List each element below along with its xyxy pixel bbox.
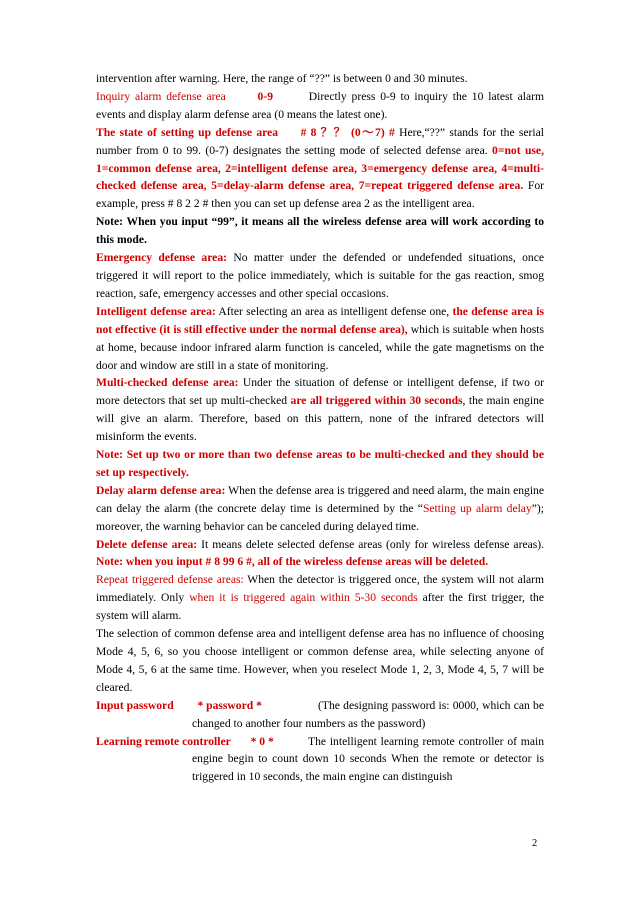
input-password-label: Input password [96, 698, 174, 712]
repeat-triggered-text-2: after the first trigger, the system will alarm. [96, 591, 544, 623]
delay-alarm-text-1: When the defense area is triggered and need alarm, the main engine can delay the alarm (the concrete delay time is determined by the “ [96, 483, 544, 515]
intelligent-highlight: the defense area is not effective (it is still effective under the normal defense area), [96, 304, 544, 336]
intelligent-label: Intelligent defense area: [96, 304, 216, 318]
delete-defense-label: Delete defense area: [96, 537, 198, 551]
setting-state-text-1: Here,“??” stands for the serial number from 0 to 99. (0-7) designates the setting mode of selected defense area. [96, 125, 544, 157]
inquiry-text: Directly press 0-9 to inquiry the 10 latest alarm events and display alarm defense area (0 means the latest one). [96, 89, 544, 121]
delay-alarm-label: Delay alarm defense area: [96, 483, 226, 497]
paragraph-input-password [96, 697, 544, 733]
multi-checked-highlight: are all triggered within 30 seconds [290, 394, 463, 408]
paragraph-intervention: intervention after warning. Here, the range of “??” is between 0 and 30 minutes. [96, 72, 468, 85]
paragraph-intelligent [96, 303, 544, 375]
input-password-code: * password * [197, 698, 262, 712]
learning-remote-code: * 0 * [250, 734, 274, 748]
note-multi-checked: Note: Set up two or more than two defense areas to be multi-checked and they should be set up respectively. [96, 448, 544, 479]
intelligent-text-1: After selecting an area as intelligent defense one, [215, 304, 453, 318]
paragraph-multi-checked [96, 374, 544, 446]
repeat-triggered-highlight: when it is triggered again within 5-30 seconds [189, 591, 418, 605]
setting-state-label: The state of setting up defense area [96, 125, 278, 139]
document-page [96, 70, 544, 786]
multi-checked-label: Multi-checked defense area: [96, 376, 239, 390]
paragraph-repeat-triggered [96, 571, 544, 625]
note-wireless-99: Note: When you input “99”, it means all the wireless defense area will work according to this mode. [96, 215, 544, 247]
paragraph-delay-alarm [96, 482, 544, 536]
inquiry-label: Inquiry alarm defense area [96, 89, 226, 103]
learning-remote-desc: The intelligent learning remote controller of main engine begin to count down 10 seconds When the remote or detector is triggered in 10 seconds, the main engine can distinguish [192, 734, 544, 784]
repeat-triggered-label: Repeat triggered defense areas: [96, 573, 244, 587]
input-password-desc: (The designing password is: 0000, which can be changed to another four numbers as the password) [192, 698, 544, 730]
delay-alarm-highlight: Setting up alarm delay [422, 501, 532, 515]
setting-state-code: # 8 ？？ (0～7) # [300, 125, 395, 139]
delete-defense-note: Note: when you input # 8 99 6 #, all of the wireless defense areas will be deleted. [96, 555, 489, 569]
page-number: 2 [532, 838, 538, 849]
paragraph-delete-defense [96, 536, 544, 572]
inquiry-code: 0-9 [257, 89, 273, 103]
delete-defense-text: It means delete selected defense areas (only for wireless defense areas). [197, 537, 545, 551]
paragraph-emergency [96, 249, 544, 303]
delay-alarm-text-2: ”); moreover, the warning behavior can be canceled during delayed time. [96, 501, 544, 533]
intelligent-text-2: which is suitable when hosts at home, because indoor infrared alarm function is canceled, while the gate magnetisms on the door and window are still in a state of monitoring. [96, 322, 544, 372]
repeat-triggered-text-1: When the detector is triggered once, the system will not alarm immediately. Only [96, 573, 544, 605]
paragraph-inquiry-alarm [96, 88, 544, 124]
setting-state-modes: 0=not use, 1=common defense area, 2=intelligent defense area, 3=emergency defense area, 4=multi-checked defense area, 5=delay-alarm defense area, 7=repeat triggered defense area. [96, 143, 544, 193]
setting-state-text-2: For example, press # 8 2 2 # then you can set up defense area 2 as the intelligent area. [96, 179, 544, 211]
paragraph-mode-selection: The selection of common defense area and intelligent defense area has no influence of choosing Mode 4, 5, 6, so you choose intelligent or common defense area, while selecting anyone of Mode 4, 5, 6 at the same time. However, when you reselect Mode 1, 2, 3, Mode 4, 5, 7 will be cleared. [96, 627, 544, 694]
emergency-label: Emergency defense area: [96, 251, 227, 265]
paragraph-setting-state [96, 124, 544, 214]
paragraph-learning-remote [96, 733, 544, 787]
multi-checked-text-2: , the main engine will give an alarm. Therefore, based on this pattern, none of the infrared detectors will misinform the events. [96, 394, 545, 444]
learning-remote-label: Learning remote controller [96, 734, 231, 748]
emergency-text: No matter under the defended or undefended situations, once triggered it will report to the police immediately, which is suitable for the gas reaction, smog reaction, safe, emergency accesses and other special occasions. [96, 251, 544, 300]
multi-checked-text-1: Under the situation of defense or intelligent defense, if two or more detectors that set up multi-checked [96, 376, 544, 408]
